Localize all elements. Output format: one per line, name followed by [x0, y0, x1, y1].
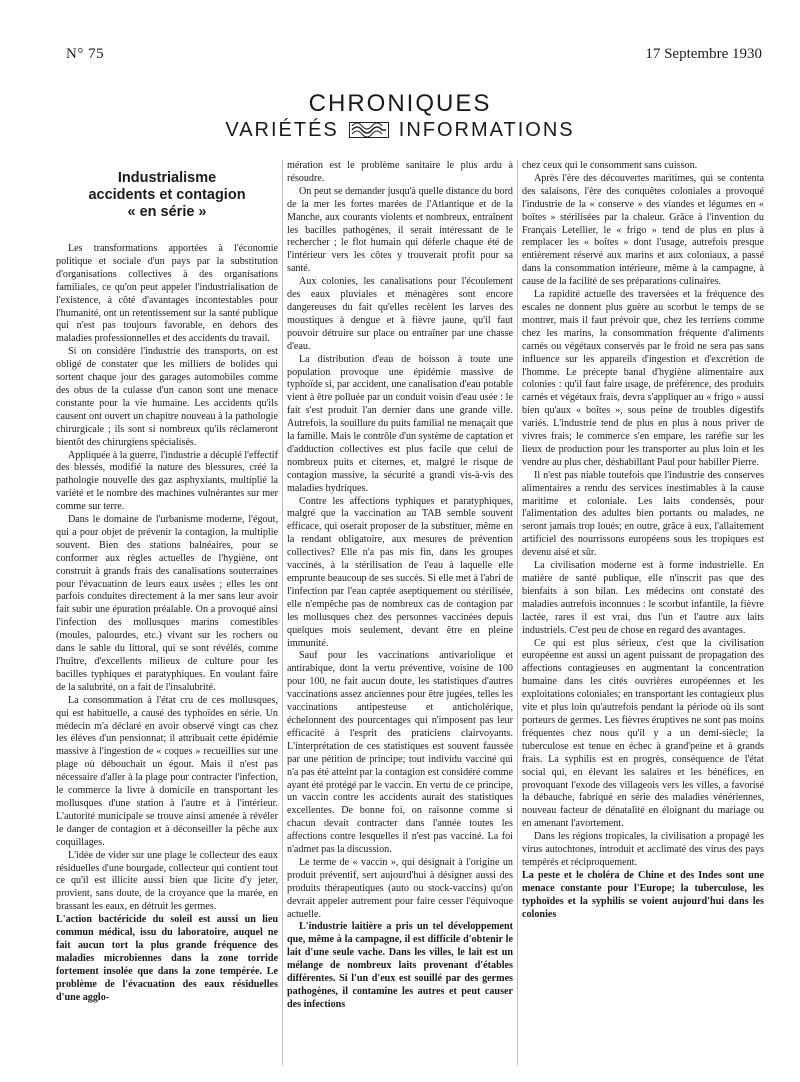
column-divider [282, 160, 283, 1065]
masthead-left: VARIÉTÉS [225, 119, 339, 141]
issue-number: N° 75 [66, 46, 105, 62]
paragraph: Si on considère l'industrie des transports, on est obligé de constater que les milliers de bolides qui sortent chaque jour des garages automobiles comme des obus de la culasse d'un canon sont une menace constante pour la vie humaine. Les accidents qu'ils causent ont ouvert un chapitre nouveau à la pathologie chirurgicale ; ils sont si nombreux qu'ils réclameront bientôt des chirurgiens spécialisés. [56, 346, 278, 448]
paragraph: chez ceux qui le consomment sans cuisson. [522, 160, 698, 171]
paragraph: Aux colonies, les canalisations pour l'écoulement des eaux pluviales et ménagères sont encore dangereuses du fait qu'elles recèlent les larves des moustiques à dengue et à fièvre jaune, qu'il faut pouvoir détruire sur place ou entraîner par une chasse d'eau. [287, 276, 513, 352]
paragraph: La civilisation moderne est à forme industrielle. En matière de santé publique, elle n'inscrit pas que des bienfaits à son bilan. Les médecins ont constaté des maladies autrefois inconnues : le scorbut infantile, la fièvre lactée, rares il est vrai, dus l'un et l'autre aux laits industriels. C'est peu de chose en regard des avantages. [522, 560, 764, 636]
paragraph: La consommation à l'état cru de ces mollusques, qui est habituelle, a causé des typhoïdes en série. Un médecin m'a déclaré en avoir observé vingt cas chez les élèves d'un pensionnat; il attribuait cette épidémie massive à l'ingestion de « coques » recueillies sur une plage où débouchait un égout. Mais il n'est pas nécessaire d'aller à la plage pour contracter l'infection, le commerce la livre à domicile en transportant les mollusques d'une station à l'autre et à l'intérieur. L'autorité municipale se trouve ainsi amenée à révéler le danger de contagion et à déconseiller la pêche aux coquillages. [56, 694, 278, 848]
paragraph: La rapidité actuelle des traversées et la fréquence des escales ne donnent plus guère au scorbut le temps de se montrer, mais il faut prévoir que, chez les terriens comme chez les marins, la consommation fréquente d'aliments carnés ou végétaux conservés par le froid ne sera pas sans influence sur les appareils d'ingestion et d'excrétion de l'homme. Le précepte banal d'hygiène alimentaire aux colonies : qu'il faut faire usage, de préférence, des produits carnés et végétaux frais, devra s'appliquer au « frigo » aussi bien qu'aux « boîtes », sous peine de troubles digestifs variés. L'industrie tend de plus en plus à nous priver de vivres frais; le commerce s'en empare, les raréfie sur les lieux de production pour les transporter au plus loin et les vendre au plus cher, déshabillant Paul pour habiller Pierre. [522, 289, 764, 468]
page-header [0, 46, 800, 66]
column-2 [287, 160, 513, 1070]
ornament-icon [349, 122, 389, 138]
column-1 [56, 160, 278, 1070]
paragraph: Le terme de « vaccin », qui désignait à l'origine un produit préventif, sert aujourd'hui à désigner aussi des produits thérapeutiques (auto ou stock-vaccins) qu'on devrait appeler autrement pour faire cesser l'équivoque actuelle. [287, 856, 513, 920]
paragraph: Après l'ère des découvertes maritimes, qui se contenta des salaisons, l'ère des conquêtes coloniales a provoqué l'industrie de la « conserve » des viandes et légumes en « boîtes » stérilisées par la chaleur. Grâce à l'invention du Français Letellier, le « frigo » tend de plus en plus à remplacer les « boîtes » dont l'usage, autrefois presque entièrement réservé aux marins et aux coloniaux, a passé dans la consommation intérieure, même à la campagne, à cause de la facilité de ses préparations culinaires. [522, 172, 764, 288]
paragraph: Il n'est pas niable toutefois que l'industrie des conserves alimentaires a rendu des services inestimables à la cause maritime et coloniale. Les laits condensés, pour l'alimentation des adultes bien portants ou malades, ne seront jamais trop loués; en outre, grâce à eux, l'allaitement artificiel des nourrissons européens sous les tropiques est devenu aisé et sûr. [522, 469, 764, 559]
paragraph-bold: L'industrie laitière a pris un tel développement que, même à la campagne, il est difficile d'obtenir le lait d'une seule vache. Dans les villes, le lait est un mélange de nombreux laits provenant d'étables différentes. Si l'un d'eux est souillé par des germes pathogènes, il contamine les autres et peut causer des infections [287, 921, 513, 1010]
paragraph: Dans le domaine de l'urbanisme moderne, l'égout, qui a pour objet de prévenir la contagion, la multiplie souvent. Bien des stations balnéaires, pour se conformer aux règles actuelles de l'hygiène, ont construit à grands frais des canalisations souterraines pour l'évacuation de leurs eaux usées ; elles les ont parfois conduites directement à la mer sans leur avoir fait subir une épuration préalable. On a provoqué ainsi l'infection des mollusques marins comestibles (moules, palourdes, etc.) vivant sur les rochers ou dans le sable du littoral, qui se sont révélés, comme l'huître, d'excellents milieux de culture pour les bacilles typhiques et paratyphiques. En voulant faire de la salubrité, on a fait de l'insalubrité. [56, 514, 278, 693]
masthead-subtitle [0, 118, 800, 142]
masthead [0, 92, 800, 142]
paragraph: L'idée de vider sur une plage le collecteur des eaux résiduelles d'une bourgade, collecteur qui contient tout ce qu'il est illicite aussi bien que licite d'y jeter, provient, sans doute, de la croyance que la marée, en brassant les eaux, en détruit les germes. [56, 849, 278, 913]
paragraph: Ce qui est plus sérieux, c'est que la civilisation européenne est aussi un agent puissant de propagation des affections contagieuses en augmentant la concentration humaine dans les cités ouvrières européennes et les exploitations coloniales; en transportant les contagieux plus vite et plus loin qu'autrefois pendant la période où ils sont porteurs de germes. Les fièvres éruptives ne sont pas moins fréquentes chez nous qu'il y a un demi-siècle; la tuberculose est tenue en échec à grand'peine et à grands frais. La syphilis est en progrès, conséquence de l'état social qui, en élevant les salaires et les bénéfices, en provoquant l'exode des villageois vers les villes, a favorisé la débauche, fabriqué en série des maladies vénériennes, nouveau facteur de dénatalité en éloignant du mariage ou en amenant l'avortement. [522, 637, 764, 830]
column-divider [517, 160, 518, 1065]
issue-date: 17 Septembre 1930 [645, 46, 762, 62]
paragraph: Les transformations apportées à l'économie politique et sociale d'un pays par la substitution d'organisations collectives à des organisations familiales, ce qu'on peut appeler l'industrialisation de l'existence, à côté d'avantages incontestables pour l'humanité, ont un retentissement sur la santé publique qui n'est pas toujours favorable, en dehors des maladies professionnelles et des accidents du travail. [56, 243, 278, 345]
masthead-title: CHRONIQUES [308, 90, 492, 117]
paragraph: On peut se demander jusqu'à quelle distance du bord de la mer les fortes marées de l'Atlantique et de la Manche, aux courants violents et nombreux, entraînent les bacilles pathogènes, il serait intéressant de le rechercher ; le flot humain qui déferle chaque été de l'intérieur vers les côtes y trouverait profit pour sa santé. [287, 185, 513, 275]
paragraph-bold: L'action bactéricide du soleil est aussi un lieu commun médical, issu du laboratoire, auquel ne fait aucun tort la plus grande fréquence des maladies microbiennes dans la zone torride fortement insolée que dans la zone tempérée. Le problème de l'évacuation des eaux résiduelles d'une agglo- [56, 914, 278, 1003]
paragraph: Appliquée à la guerre, l'industrie a décuplé l'effectif des blessés, modifié la nature des blessures, créé la pathologie nouvelle des gaz asphyxiants, multiplié la variété et le nombre des machines vulnérantes sur mer comme sur terre. [56, 449, 278, 513]
paragraph-bold: La peste et le choléra de Chine et des Indes sont une menace constante pour l'Europe; la tuberculose, les typhoïdes et la syphilis se voient aujourd'hui dans les colonies [522, 869, 764, 920]
paragraph: mération est le problème sanitaire le plus ardu à résoudre. [287, 160, 513, 184]
paragraph: Contre les affections typhiques et paratyphiques, malgré que la vaccination au TAB semble souvent efficace, qui oserait proposer de la substituer, même en la rendant obligatoire, aux mesures de prévention collectives? Elle n'a pas mis fin, dans les groupes vaccinés, à la stérilisation de l'eau à laquelle elle emprunte beaucoup de ses succès. Si elle met à l'abri de l'infection par l'eau captée aseptiquement ou stérilisée, elle n'empêche pas de nombreux cas de contagion par les mollusques chez des personnes vaccinées depuis quelques mois seulement, devant être en pleine immunité. [287, 495, 513, 649]
paragraph: Dans les régions tropicales, la civilisation a propagé les virus autochtones, introduit et acclimaté des virus des pays tempérés et réciproquement. [522, 831, 764, 868]
masthead-right: INFORMATIONS [398, 119, 575, 141]
article-title: Industrialisme accidents et contagion « en série » [88, 170, 246, 220]
paragraph: Sauf pour les vaccinations antivariolique et antirabique, dont la vertu préventive, voisine de 100 pour 100, ne fait aucun doute, les statistiques d'autres vaccinations assez anciennes pour être jugées, telles les vaccinations antipesteuse et anticholérique, échelonnent des pourcentages qui n'imposent pas leur efficacité à l'esprit des praticiens clairvoyants. L'interprétation de ces statistiques est souvent faussée par une pétition de principe; tout individu vacciné qui n'a pas été atteint par la contagion est considéré comme ayant été protégé par le vaccin. En vertu de ce principe, un vaccin contre les accidents aurait des statistiques excellentes. De bonne foi, on raisonne comme si chacun devait contracter dans l'année toutes les affections contre lesquelles il n'est pas vacciné. La foi n'admet pas la discussion. [287, 650, 513, 856]
column-3 [522, 160, 764, 1070]
paragraph: La distribution d'eau de boisson à toute une population provoque une épidémie massive de typhoïde si, par accident, une canalisation d'eau potable vient à être polluée par un conduit voisin d'eau usée : le fait s'est produit l'an dernier dans une grande ville. Autrefois, la souillure du puits familial ne menaçait que la famille. Mais le contrôle d'un système de captation et d'adduction collectives est plus facile que celui de nombreux puits et citernes, et, malgré le risque de contagion massive, la sécurité a grandi vis-à-vis des maladies hydriques. [287, 353, 513, 494]
